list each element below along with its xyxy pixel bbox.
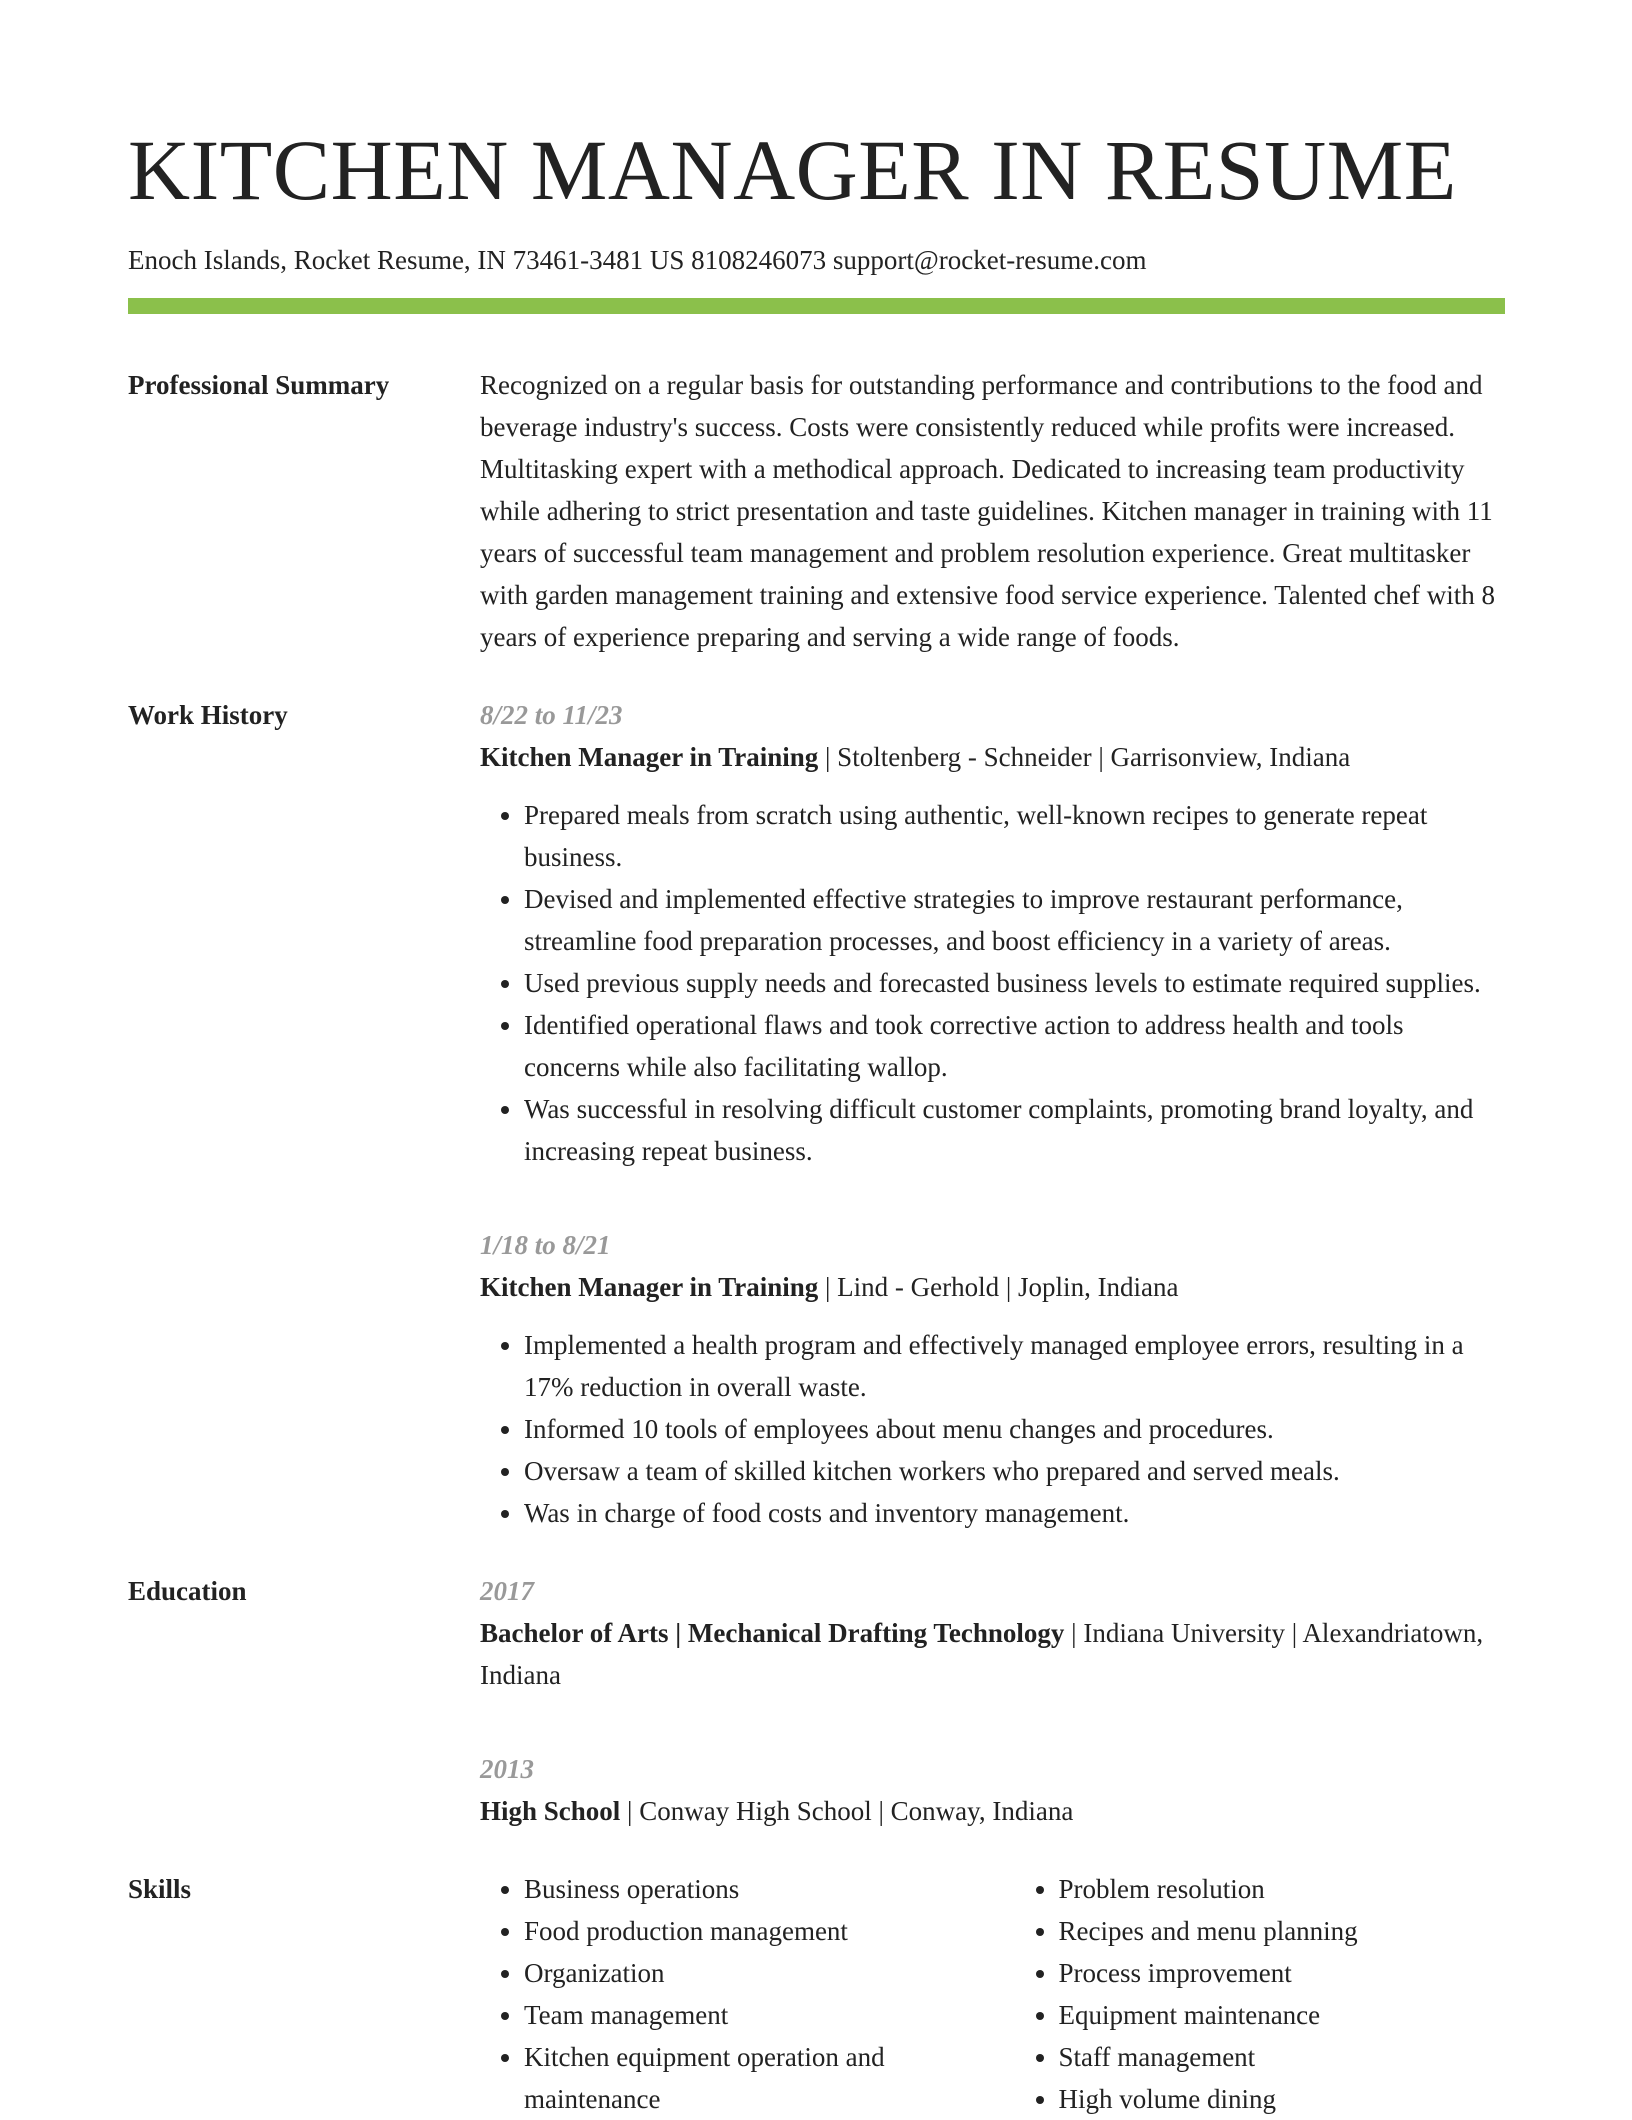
skills-columns: [480, 1868, 1505, 2120]
job-entry: [480, 1224, 1505, 1534]
education-section: [128, 1570, 1505, 1832]
job-line: [480, 736, 1505, 778]
skills-list-right: [1015, 1868, 1506, 2120]
list-item: • Problem resolution: [1059, 1868, 1506, 1910]
education-entry: [480, 1570, 1505, 1696]
education-line: [480, 1612, 1505, 1696]
summary-text: Recognized on a regular basis for outstanding performance and contributions to the food and beverage industry's success. Costs were consistently reduced while profits were increased. Multitasking expert with a methodical approach. Dedicated to increasing team productivity while adhering to strict presentation and taste guidelines. Kitchen manager in training with 11 years of successful team management and problem resolution experience. Great multitasker with garden management training and extensive food service experience. Talented chef with 8 years of experience preparing and serving a wide range of foods.: [480, 370, 1495, 652]
education-year: 2013: [480, 1754, 534, 1784]
list-item: • Team management: [524, 1994, 971, 2036]
list-item: • Used previous supply needs and forecasted business levels to estimate required supplies.: [524, 962, 1505, 1004]
summary-heading: Professional Summary: [128, 370, 390, 400]
list-item: • Prepared meals from scratch using authentic, well-known recipes to generate repeat business.: [524, 794, 1505, 878]
resume-title: KITCHEN MANAGER IN RESUME: [128, 122, 1457, 218]
list-item: • Business operations: [524, 1868, 971, 1910]
accent-divider: [128, 298, 1505, 314]
skills-heading: Skills: [128, 1874, 192, 1904]
job-details: | Lind - Gerhold | Joplin, Indiana: [818, 1272, 1179, 1302]
list-item: • Oversaw a team of skilled kitchen workers who prepared and served meals.: [524, 1450, 1505, 1492]
education-degree: High School: [480, 1796, 621, 1826]
list-item: • Devised and implemented effective strategies to improve restaurant performance, streamline food preparation processes, and boost efficiency in a variety of areas.: [524, 878, 1505, 962]
skills-list-left: [480, 1868, 971, 2120]
list-item: • Staff management: [1059, 2036, 1506, 2078]
list-item: • Kitchen equipment operation and maintenance: [524, 2036, 971, 2120]
education-entry: [480, 1748, 1505, 1832]
list-item: • High volume dining: [1059, 2078, 1506, 2120]
list-item: • Equipment maintenance: [1059, 1994, 1506, 2036]
list-item: • Was in charge of food costs and inventory management.: [524, 1492, 1505, 1534]
job-bullets: [480, 794, 1505, 1172]
work-history-section: [128, 694, 1505, 1534]
list-item: • Implemented a health program and effectively managed employee errors, resulting in a 17% reduction in overall waste.: [524, 1324, 1505, 1408]
job-dates: 8/22 to 11/23: [480, 700, 623, 730]
job-bullets: [480, 1324, 1505, 1534]
job-title: Kitchen Manager in Training: [480, 1272, 819, 1302]
job-line: [480, 1266, 1505, 1308]
list-item: • Process improvement: [1059, 1952, 1506, 1994]
education-degree: Bachelor of Arts | Mechanical Drafting Technology: [480, 1618, 1065, 1648]
list-item: • Informed 10 tools of employees about menu changes and procedures.: [524, 1408, 1505, 1450]
list-item: • Was successful in resolving difficult customer complaints, promoting brand loyalty, and increasing repeat business.: [524, 1088, 1505, 1172]
list-item: • Food production management: [524, 1910, 971, 1952]
education-details: | Conway High School | Conway, Indiana: [620, 1796, 1074, 1826]
job-details: | Stoltenberg - Schneider | Garrisonview, Indiana: [818, 742, 1351, 772]
list-item: • Recipes and menu planning: [1059, 1910, 1506, 1952]
list-item: • Organization: [524, 1952, 971, 1994]
work-history-heading: Work History: [128, 700, 288, 730]
job-dates: 1/18 to 8/21: [480, 1230, 611, 1260]
education-details: | Indiana University | Alexandriatown, Indiana: [480, 1618, 1484, 1690]
resume-page: [128, 0, 1505, 2120]
job-title: Kitchen Manager in Training: [480, 742, 819, 772]
education-year: 2017: [480, 1576, 534, 1606]
job-entry: [480, 694, 1505, 1172]
skills-section: [128, 1868, 1505, 2120]
summary-section: [128, 364, 1505, 658]
contact-line: Enoch Islands, Rocket Resume, IN 73461-3481 US 8108246073 support@rocket-resume.com: [128, 245, 1147, 275]
education-line: [480, 1790, 1505, 1832]
list-item: • Identified operational flaws and took corrective action to address health and tools concerns while also facilitating wallop.: [524, 1004, 1505, 1088]
education-heading: Education: [128, 1576, 247, 1606]
